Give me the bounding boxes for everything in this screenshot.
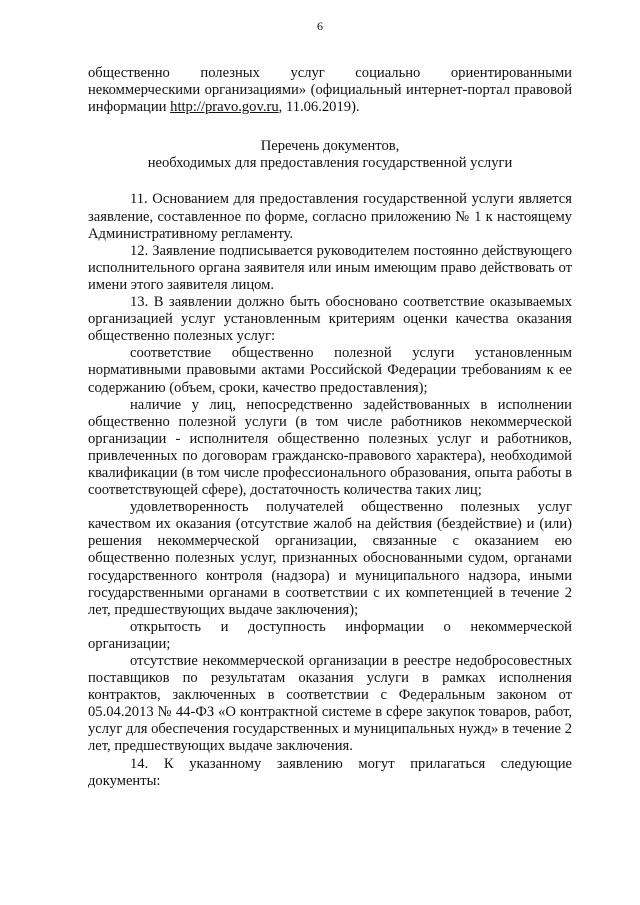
document-body bbox=[88, 65, 572, 790]
paragraph-13: 13. В заявлении должно быть обосновано соответствие оказываемых организацией услуг установленным критериям оценки качества оказания общественно полезных услуг: bbox=[88, 294, 572, 345]
criterion-openness: открытость и доступность информации о некоммерческой организации; bbox=[88, 618, 572, 652]
heading-line-2: необходимых для предоставления государственной услуги bbox=[147, 155, 513, 172]
intro-paragraph bbox=[88, 65, 572, 116]
page-number: 6 bbox=[317, 19, 323, 33]
criterion-compliance: соответствие общественно полезной услуги установленным нормативными правовыми актами Российской Федерации требованиям к ее содержанию (объем, сроки, качество предоставления); bbox=[88, 345, 572, 396]
paragraph-14: 14. К указанному заявлению могут прилагаться следующие документы: bbox=[88, 755, 572, 789]
paragraph-11: 11. Основанием для предоставления государственной услуги является заявление, составленное по форме, согласно приложению № 1 к настоящему Административному регламенту. bbox=[88, 191, 572, 242]
criterion-qualification: наличие у лиц, непосредственно задействованных в исполнении общественно полезной услуги (в том числе работников некоммерческой организации - исполнителя общественно полезных услуг и работников, привлеченных по договорам гражданско-правового характера), необходимой квалификации (в том числе профессионального образования, опыта работы в соответствующей сфере), достаточность количества таких лиц; bbox=[88, 396, 572, 499]
intro-text: общественно полезных услуг социально ориентированными некоммерческими организациями» (официальный интернет-портал правовой информации bbox=[88, 65, 572, 116]
section-heading bbox=[88, 138, 572, 172]
pravo-link[interactable]: http://pravo.gov.ru bbox=[170, 99, 279, 116]
intro-text-end: , 11.06.2019). bbox=[278, 99, 360, 116]
paragraph-12: 12. Заявление подписывается руководителем постоянно действующего исполнительного органа заявителя или иным имеющим право действовать от имени этого заявителя лицом. bbox=[88, 242, 572, 293]
criterion-registry: отсутствие некоммерческой организации в реестре недобросовестных поставщиков по результатам оказания услуги в рамках исполнения контрактов, заключенных в соответствии с Федеральным законом от 05.04.2013 № 44-ФЗ «О контрактной системе в сфере закупок товаров, работ, услуг для обеспечения государственных и муниципальных нужд» в течение 2 лет, предшествующих выдаче заключения. bbox=[88, 653, 572, 755]
criterion-satisfaction: удовлетворенность получателей общественно полезных услуг качеством их оказания (отсутствие жалоб на действия (бездействие) и (или) решения некоммерческой организации, связанные с оказанием ею общественно полезных услуг, признанных обоснованными судом, органами государственного контроля (надзора) и муниципального надзора, иными государственными органами в соответствии с их компетенцией в течение 2 лет, предшествующих выдаче заключения); bbox=[88, 499, 572, 618]
heading-line-1: Перечень документов, bbox=[260, 138, 400, 155]
